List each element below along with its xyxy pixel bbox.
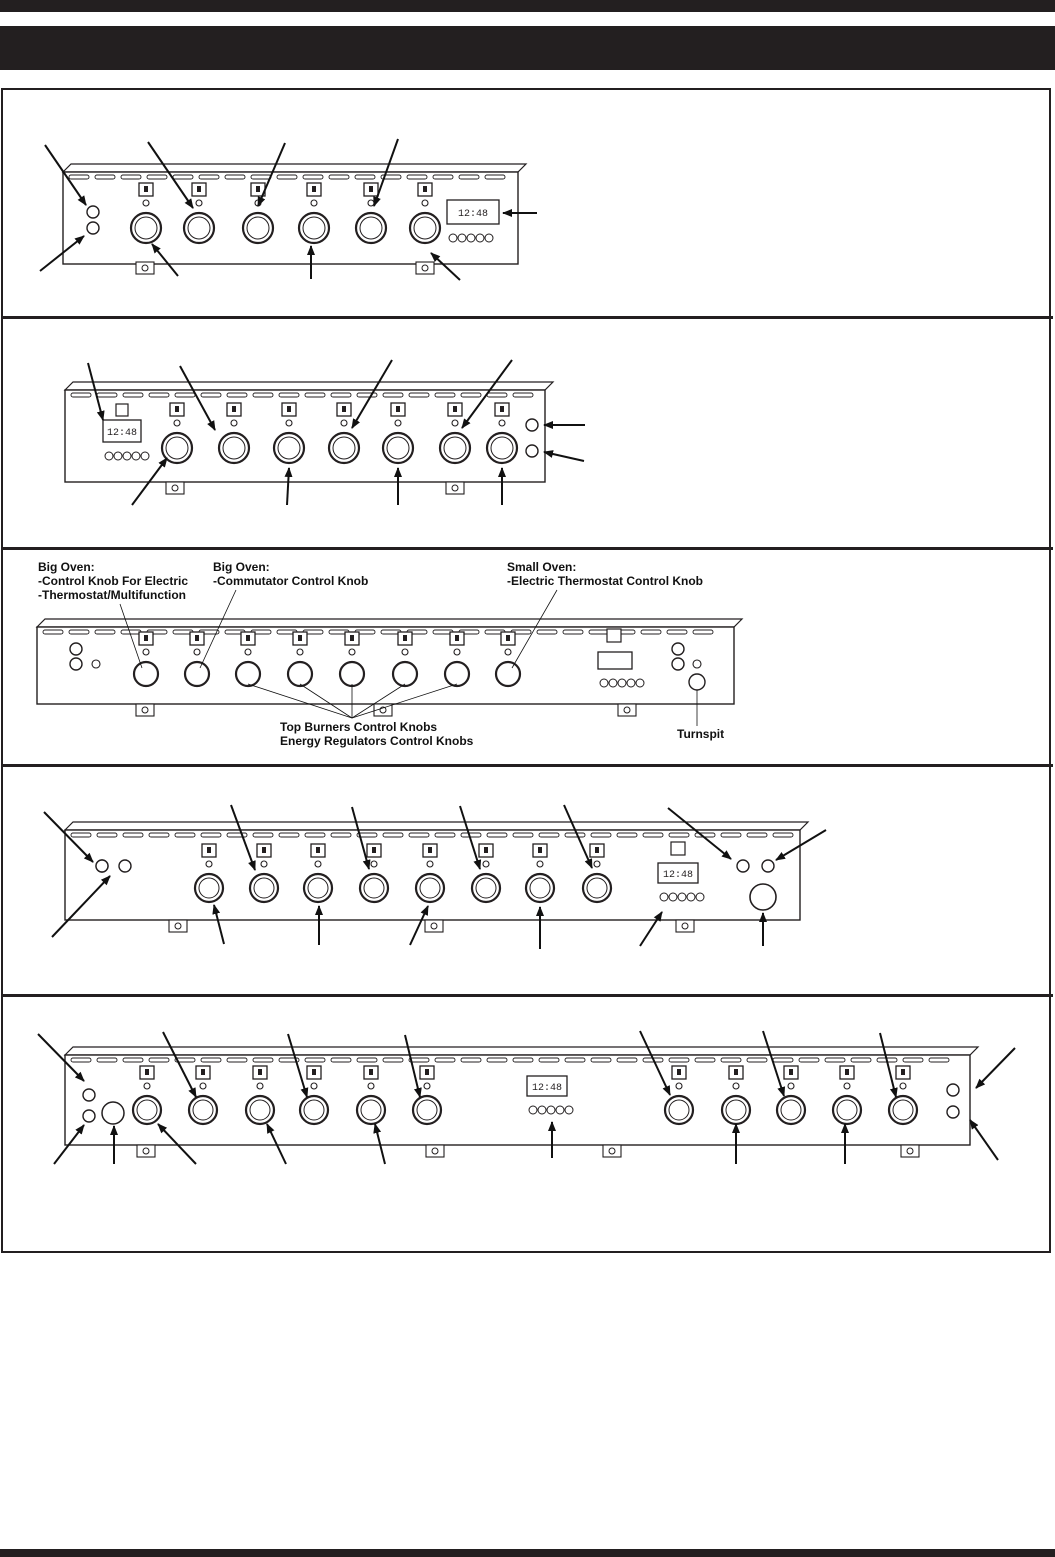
vent-slot	[201, 833, 221, 837]
pilot-light-icon	[371, 861, 377, 867]
timer-button	[485, 234, 493, 242]
vent-slot	[97, 1058, 117, 1062]
vent-slot	[695, 833, 715, 837]
timer-button	[467, 234, 475, 242]
function-symbol-icon	[311, 844, 325, 857]
vent-slot	[565, 1058, 585, 1062]
clock-display-text: 12:48	[106, 428, 138, 439]
annotation-line: -Thermostat/Multifunction	[38, 588, 186, 602]
vent-slot	[485, 175, 505, 179]
function-symbol-icon	[192, 183, 206, 196]
vent-slot	[305, 833, 325, 837]
vent-slot	[329, 175, 349, 179]
function-symbol-icon	[729, 1066, 743, 1079]
vent-slot	[433, 175, 453, 179]
pilot-light-icon	[427, 861, 433, 867]
clock-icon	[671, 842, 685, 855]
function-symbol-icon	[307, 1066, 321, 1079]
pilot-light-icon	[174, 420, 180, 426]
function-symbol-icon	[533, 844, 547, 857]
annotation-big-oven-commutator	[213, 560, 368, 588]
vent-slot	[69, 175, 89, 179]
function-symbol-icon	[672, 1066, 686, 1079]
function-symbol-icon	[337, 403, 351, 416]
vent-slot	[357, 1058, 377, 1062]
vent-slot	[409, 393, 429, 397]
timer-button	[105, 452, 113, 460]
pilot-light-icon	[788, 1083, 794, 1089]
vent-slot	[149, 393, 169, 397]
pilot-light-icon	[900, 1083, 906, 1089]
vent-slot	[435, 833, 455, 837]
vent-slot	[277, 175, 297, 179]
vent-slot	[97, 393, 117, 397]
annotation-heading: Big Oven:	[213, 560, 270, 574]
function-symbol-icon	[257, 844, 271, 857]
function-symbol-icon	[139, 183, 153, 196]
mounting-bracket-icon	[426, 1145, 444, 1157]
vent-slot	[669, 833, 689, 837]
pilot-light-icon	[87, 206, 99, 218]
timer-display-icon	[658, 863, 704, 901]
thermometer-icon	[119, 860, 131, 872]
vent-slot	[121, 175, 141, 179]
timer-button	[565, 1106, 573, 1114]
pilot-light-icon	[737, 860, 749, 872]
function-symbol-icon	[420, 1066, 434, 1079]
pilot-light-icon	[349, 649, 355, 655]
function-symbol-icon	[202, 844, 216, 857]
vent-slot	[95, 630, 115, 634]
pilot-light-icon	[341, 420, 347, 426]
vent-slot	[175, 833, 195, 837]
vent-slot	[279, 833, 299, 837]
vent-slot	[641, 630, 661, 634]
pilot-light-icon	[194, 649, 200, 655]
function-symbol-icon	[501, 632, 515, 645]
thermometer-icon	[87, 222, 99, 234]
pilot-light-icon	[92, 660, 100, 668]
vent-slot	[825, 1058, 845, 1062]
vent-slot	[643, 833, 663, 837]
vent-slot	[617, 1058, 637, 1062]
vent-slot	[303, 175, 323, 179]
vent-slot	[201, 393, 221, 397]
vent-slot	[253, 1058, 273, 1062]
vent-slot	[43, 630, 63, 634]
thermometer-icon	[762, 860, 774, 872]
thermometer-icon	[96, 860, 108, 872]
mounting-bracket-icon	[166, 482, 184, 494]
timer-button	[669, 893, 677, 901]
thermometer-icon	[70, 658, 82, 670]
pilot-light-icon	[143, 649, 149, 655]
vent-slot	[773, 833, 793, 837]
vent-slot	[721, 1058, 741, 1062]
vent-slot	[149, 833, 169, 837]
pilot-light-icon	[947, 1084, 959, 1096]
pilot-light-icon	[483, 861, 489, 867]
vent-slot	[357, 393, 377, 397]
vent-slot	[147, 175, 167, 179]
turnspit-knob-icon	[750, 884, 776, 910]
clock-display-text: 12:48	[531, 1083, 563, 1094]
clock-display-text: 12:48	[662, 870, 694, 881]
vent-slot	[695, 1058, 715, 1062]
function-symbol-icon	[227, 403, 241, 416]
clock-icon	[607, 629, 621, 642]
vent-slot	[539, 1058, 559, 1062]
pilot-light-icon	[245, 649, 251, 655]
timer-display-icon	[527, 1076, 573, 1114]
annotation-line: -Commutator Control Knob	[213, 574, 369, 588]
panel-flange	[37, 619, 742, 627]
function-symbol-icon	[293, 632, 307, 645]
function-symbol-icon	[840, 1066, 854, 1079]
pointer-arrow-icon	[970, 1120, 998, 1160]
pilot-light-icon	[526, 419, 538, 431]
vent-slot	[355, 175, 375, 179]
vent-slots	[69, 175, 505, 179]
vent-slot	[721, 833, 741, 837]
mounting-bracket-icon	[416, 262, 434, 274]
function-symbol-icon	[398, 632, 412, 645]
panel-flange	[65, 1047, 978, 1055]
mounting-bracket-icon	[676, 920, 694, 932]
vent-slot	[331, 1058, 351, 1062]
pilot-light-icon	[424, 1083, 430, 1089]
vent-slot	[513, 1058, 533, 1062]
timer-button	[627, 679, 635, 687]
vent-slot	[565, 833, 585, 837]
annotation-heading: Small Oven:	[507, 560, 577, 574]
pilot-light-icon	[395, 420, 401, 426]
function-symbol-icon	[364, 1066, 378, 1079]
vent-slot	[253, 833, 273, 837]
pilot-light-icon	[844, 1083, 850, 1089]
pilot-light-icon	[594, 861, 600, 867]
vent-slot	[305, 1058, 325, 1062]
vent-slot	[459, 175, 479, 179]
vent-slot	[71, 393, 91, 397]
mounting-bracket-icon	[901, 1145, 919, 1157]
panel-flange	[65, 822, 808, 830]
pointer-arrow-icon	[976, 1048, 1015, 1088]
vent-slot	[383, 393, 403, 397]
vent-slot	[409, 833, 429, 837]
mounting-bracket-icon	[618, 704, 636, 716]
vent-slot	[929, 1058, 949, 1062]
pilot-light-icon	[200, 1083, 206, 1089]
vent-slot	[71, 833, 91, 837]
vent-slot	[435, 1058, 455, 1062]
vent-slot	[461, 833, 481, 837]
vent-slot	[487, 1058, 507, 1062]
vent-slot	[903, 1058, 923, 1062]
pilot-light-icon	[537, 861, 543, 867]
vent-slot	[175, 393, 195, 397]
vent-slot	[227, 833, 247, 837]
timer-button	[123, 452, 131, 460]
annotation-line: -Electric Thermostat Control Knob	[507, 574, 704, 588]
turnspit-knob-icon	[689, 674, 705, 690]
timer-button	[476, 234, 484, 242]
mounting-bracket-icon	[137, 1145, 155, 1157]
annotation-turnspit: Turnspit	[677, 727, 725, 741]
pilot-light-icon	[452, 420, 458, 426]
function-symbol-icon	[418, 183, 432, 196]
function-symbol-icon	[479, 844, 493, 857]
vent-slot	[773, 1058, 793, 1062]
annotation-line: Energy Regulators Control Knobs	[280, 734, 474, 748]
pilot-light-icon	[297, 649, 303, 655]
vent-slot	[121, 630, 141, 634]
pilot-light-icon	[311, 1083, 317, 1089]
timer-button	[449, 234, 457, 242]
annotation-line: -Control Knob For Electric	[38, 574, 188, 588]
vent-slot	[123, 393, 143, 397]
timer-button	[114, 452, 122, 460]
function-symbol-icon	[190, 632, 204, 645]
function-symbol-icon	[448, 403, 462, 416]
vent-slot	[513, 833, 533, 837]
timer-button	[696, 893, 704, 901]
function-symbol-icon	[253, 1066, 267, 1079]
function-symbol-icon	[307, 183, 321, 196]
pilot-light-icon	[143, 200, 149, 206]
pilot-light-icon	[693, 660, 701, 668]
vent-slot	[123, 833, 143, 837]
vent-slot	[383, 833, 403, 837]
timer-button	[132, 452, 140, 460]
vent-slot	[591, 1058, 611, 1062]
pilot-light-icon	[499, 420, 505, 426]
vent-slot	[487, 833, 507, 837]
timer-button	[609, 679, 617, 687]
function-symbol-icon	[423, 844, 437, 857]
vent-slot	[227, 393, 247, 397]
vent-slot	[407, 175, 427, 179]
thermometer-icon	[947, 1106, 959, 1118]
vent-slot	[331, 833, 351, 837]
timer-button	[538, 1106, 546, 1114]
timer-button	[618, 679, 626, 687]
vent-slot	[461, 393, 481, 397]
mounting-bracket-icon	[169, 920, 187, 932]
vent-slot	[71, 1058, 91, 1062]
timer-button	[529, 1106, 537, 1114]
function-symbol-icon	[367, 844, 381, 857]
vent-slot	[225, 175, 245, 179]
pilot-light-icon	[70, 643, 82, 655]
vent-slot	[201, 1058, 221, 1062]
vent-slot	[173, 175, 193, 179]
timer-button	[547, 1106, 555, 1114]
annotation-top-burners	[280, 720, 473, 748]
vent-slot	[617, 833, 637, 837]
vent-slot	[537, 630, 557, 634]
timer-display-icon	[447, 200, 499, 242]
vent-slot	[539, 833, 559, 837]
vent-slot	[149, 1058, 169, 1062]
vent-slot	[461, 1058, 481, 1062]
pilot-light-icon	[144, 1083, 150, 1089]
pilot-light-icon	[368, 1083, 374, 1089]
pilot-light-icon	[402, 649, 408, 655]
vent-slot	[253, 393, 273, 397]
vent-slot	[97, 833, 117, 837]
vent-slot	[513, 393, 533, 397]
vent-slot	[251, 175, 271, 179]
vent-slot	[747, 1058, 767, 1062]
vent-slot	[563, 630, 583, 634]
function-symbol-icon	[364, 183, 378, 196]
vent-slot	[279, 393, 299, 397]
function-symbol-icon	[139, 632, 153, 645]
pilot-light-icon	[311, 200, 317, 206]
thermometer-icon	[672, 658, 684, 670]
function-symbol-icon	[241, 632, 255, 645]
pilot-light-icon	[83, 1089, 95, 1101]
function-symbol-icon	[282, 403, 296, 416]
vent-slot	[95, 175, 115, 179]
pilot-light-icon	[206, 861, 212, 867]
vent-slot	[383, 1058, 403, 1062]
vent-slot	[693, 630, 713, 634]
vent-slot	[747, 833, 767, 837]
vent-slot	[669, 1058, 689, 1062]
timer-button	[687, 893, 695, 901]
vent-slot	[851, 1058, 871, 1062]
function-symbol-icon	[495, 403, 509, 416]
timer-button	[678, 893, 686, 901]
pilot-light-icon	[315, 861, 321, 867]
pilot-light-icon	[505, 649, 511, 655]
function-symbol-icon	[450, 632, 464, 645]
function-symbol-icon	[784, 1066, 798, 1079]
vent-slot	[199, 175, 219, 179]
pilot-light-icon	[368, 200, 374, 206]
timer-button	[600, 679, 608, 687]
vent-slot	[487, 393, 507, 397]
pilot-light-icon	[286, 420, 292, 426]
function-symbol-icon	[140, 1066, 154, 1079]
mounting-bracket-icon	[136, 262, 154, 274]
pilot-light-icon	[422, 200, 428, 206]
function-symbol-icon	[170, 403, 184, 416]
panel-flange	[63, 164, 526, 172]
pilot-light-icon	[733, 1083, 739, 1089]
thermometer-icon	[83, 1110, 95, 1122]
function-symbol-icon	[345, 632, 359, 645]
vent-slot	[591, 833, 611, 837]
vent-slot	[123, 1058, 143, 1062]
function-symbol-icon	[896, 1066, 910, 1079]
pilot-light-icon	[231, 420, 237, 426]
mounting-bracket-icon	[425, 920, 443, 932]
pointer-arrow-icon	[544, 452, 584, 461]
annotation-line: Top Burners Control Knobs	[280, 720, 438, 734]
vent-slot	[799, 1058, 819, 1062]
pilot-light-icon	[672, 643, 684, 655]
pilot-light-icon	[257, 1083, 263, 1089]
annotation-big-oven-electric	[38, 560, 188, 602]
pilot-light-icon	[196, 200, 202, 206]
vent-slot	[227, 1058, 247, 1062]
turnspit-knob-icon	[102, 1102, 124, 1124]
vent-slot	[435, 393, 455, 397]
timer-button	[556, 1106, 564, 1114]
timer-button	[458, 234, 466, 242]
pilot-light-icon	[454, 649, 460, 655]
pilot-light-icon	[676, 1083, 682, 1089]
function-symbol-icon	[590, 844, 604, 857]
bottom-rule	[0, 1549, 1055, 1557]
clock-display-text: 12:48	[457, 209, 489, 220]
mounting-bracket-icon	[136, 704, 154, 716]
mounting-bracket-icon	[446, 482, 464, 494]
pilot-light-icon	[261, 861, 267, 867]
timer-button	[636, 679, 644, 687]
vent-slot	[331, 393, 351, 397]
annotation-heading: Big Oven:	[38, 560, 95, 574]
vent-slot	[667, 630, 687, 634]
vent-slot	[589, 630, 609, 634]
annotation-small-oven	[507, 560, 703, 588]
function-symbol-icon	[391, 403, 405, 416]
timer-button	[660, 893, 668, 901]
clock-icon	[116, 404, 128, 416]
vent-slot	[69, 630, 89, 634]
vent-slot	[305, 393, 325, 397]
timer-button	[141, 452, 149, 460]
thermometer-icon	[526, 445, 538, 457]
mounting-bracket-icon	[603, 1145, 621, 1157]
function-symbol-icon	[196, 1066, 210, 1079]
panel-flange	[65, 382, 553, 390]
